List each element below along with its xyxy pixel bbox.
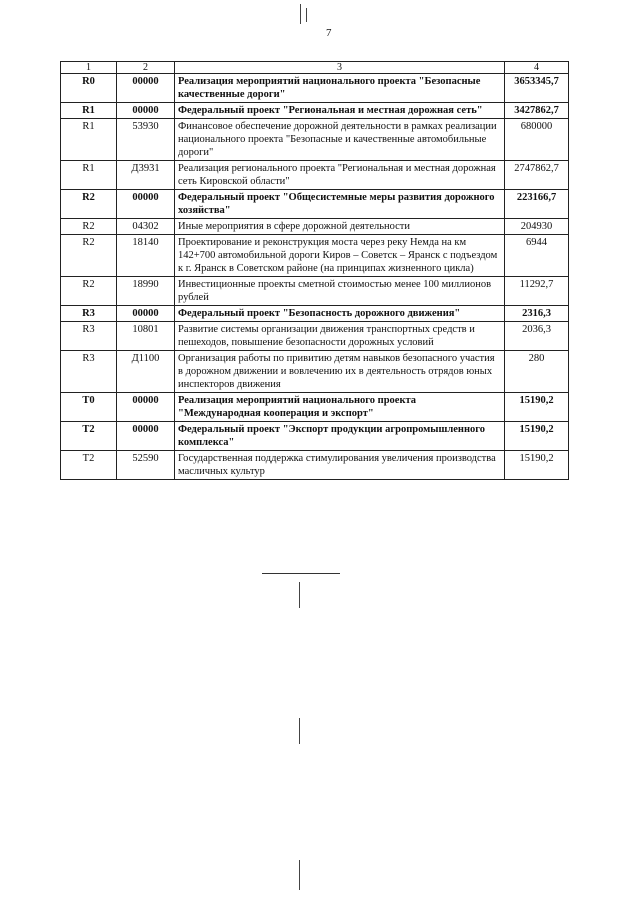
row-code: R2 [61, 190, 117, 219]
row-code: R1 [61, 119, 117, 161]
row-target-code: 10801 [117, 322, 175, 351]
row-description: Развитие системы организации движения транспортных средств и пешеходов, повышение безопасности дорожных условий [175, 322, 505, 351]
row-amount: 15190,2 [505, 393, 569, 422]
row-code: R3 [61, 306, 117, 322]
scan-mark-top [300, 4, 301, 24]
table-row [61, 235, 569, 277]
row-amount: 2747862,7 [505, 161, 569, 190]
table-row [61, 190, 569, 219]
table-row [61, 393, 569, 422]
row-description: Государственная поддержка стимулирования увеличения производства масличных культур [175, 451, 505, 480]
table-row [61, 451, 569, 480]
table-row [61, 119, 569, 161]
row-amount: 15190,2 [505, 422, 569, 451]
table-row [61, 277, 569, 306]
scan-mark-top-2 [306, 8, 307, 22]
table-body [61, 74, 569, 480]
row-code: T2 [61, 451, 117, 480]
row-amount: 280 [505, 351, 569, 393]
table-header-row [61, 62, 569, 74]
row-description: Иные мероприятия в сфере дорожной деятельности [175, 219, 505, 235]
page-number: 7 [326, 27, 332, 39]
column-header-1: 1 [61, 62, 117, 74]
row-description: Федеральный проект "Общесистемные меры развития дорожного хозяйства" [175, 190, 505, 219]
row-code: T0 [61, 393, 117, 422]
table-row [61, 103, 569, 119]
table-row [61, 422, 569, 451]
row-code: R3 [61, 351, 117, 393]
row-target-code: 52590 [117, 451, 175, 480]
row-target-code: Д3931 [117, 161, 175, 190]
footer-rule [262, 573, 340, 574]
budget-table [60, 61, 569, 480]
row-description: Федеральный проект "Безопасность дорожного движения" [175, 306, 505, 322]
row-description: Реализация регионального проекта "Региональная и местная дорожная сеть Кировской области" [175, 161, 505, 190]
row-amount: 6944 [505, 235, 569, 277]
row-amount: 680000 [505, 119, 569, 161]
row-target-code: 00000 [117, 393, 175, 422]
row-code: R1 [61, 161, 117, 190]
row-description: Организация работы по привитию детям навыков безопасного участия в дорожном движении и вовлечению их в деятельность отрядов юных инспекторов движения [175, 351, 505, 393]
row-amount: 223166,7 [505, 190, 569, 219]
row-amount: 3427862,7 [505, 103, 569, 119]
row-code: R0 [61, 74, 117, 103]
column-header-4: 4 [505, 62, 569, 74]
row-code: T2 [61, 422, 117, 451]
row-target-code: 04302 [117, 219, 175, 235]
table-row [61, 161, 569, 190]
row-amount: 2036,3 [505, 322, 569, 351]
table-row [61, 219, 569, 235]
row-description: Реализация мероприятий национального проекта "Международная кооперация и экспорт" [175, 393, 505, 422]
row-description: Федеральный проект "Региональная и местная дорожная сеть" [175, 103, 505, 119]
row-target-code: 53930 [117, 119, 175, 161]
scan-mark-bottom [299, 860, 300, 890]
table-row [61, 322, 569, 351]
row-target-code: 18990 [117, 277, 175, 306]
scan-mark-low [299, 718, 300, 744]
row-description: Проектирование и реконструкция моста через реку Немда на км 142+700 автомобильной дороги Киров – Советск – Яранск с подъездом к г. Яранск в Советском районе (на принципах жизненного цикла) [175, 235, 505, 277]
row-description: Инвестиционные проекты сметной стоимостью менее 100 миллионов рублей [175, 277, 505, 306]
row-description: Реализация мероприятий национального проекта "Безопасные качественные дороги" [175, 74, 505, 103]
row-code: R2 [61, 235, 117, 277]
column-header-2: 2 [117, 62, 175, 74]
row-amount: 3653345,7 [505, 74, 569, 103]
row-target-code: 00000 [117, 422, 175, 451]
row-amount: 2316,3 [505, 306, 569, 322]
row-description: Федеральный проект "Экспорт продукции агропромышленного комплекса" [175, 422, 505, 451]
row-target-code: Д1100 [117, 351, 175, 393]
row-code: R3 [61, 322, 117, 351]
row-description: Финансовое обеспечение дорожной деятельности в рамках реализации национального проекта "Безопасные и качественные автомобильные дороги" [175, 119, 505, 161]
table-row [61, 351, 569, 393]
row-amount: 11292,7 [505, 277, 569, 306]
row-amount: 15190,2 [505, 451, 569, 480]
scan-mark-mid [299, 582, 300, 608]
row-code: R1 [61, 103, 117, 119]
row-target-code: 00000 [117, 190, 175, 219]
column-header-3: 3 [175, 62, 505, 74]
row-target-code: 00000 [117, 103, 175, 119]
row-code: R2 [61, 277, 117, 306]
table-row [61, 74, 569, 103]
row-code: R2 [61, 219, 117, 235]
row-target-code: 00000 [117, 306, 175, 322]
table-row [61, 306, 569, 322]
row-target-code: 00000 [117, 74, 175, 103]
row-amount: 204930 [505, 219, 569, 235]
row-target-code: 18140 [117, 235, 175, 277]
